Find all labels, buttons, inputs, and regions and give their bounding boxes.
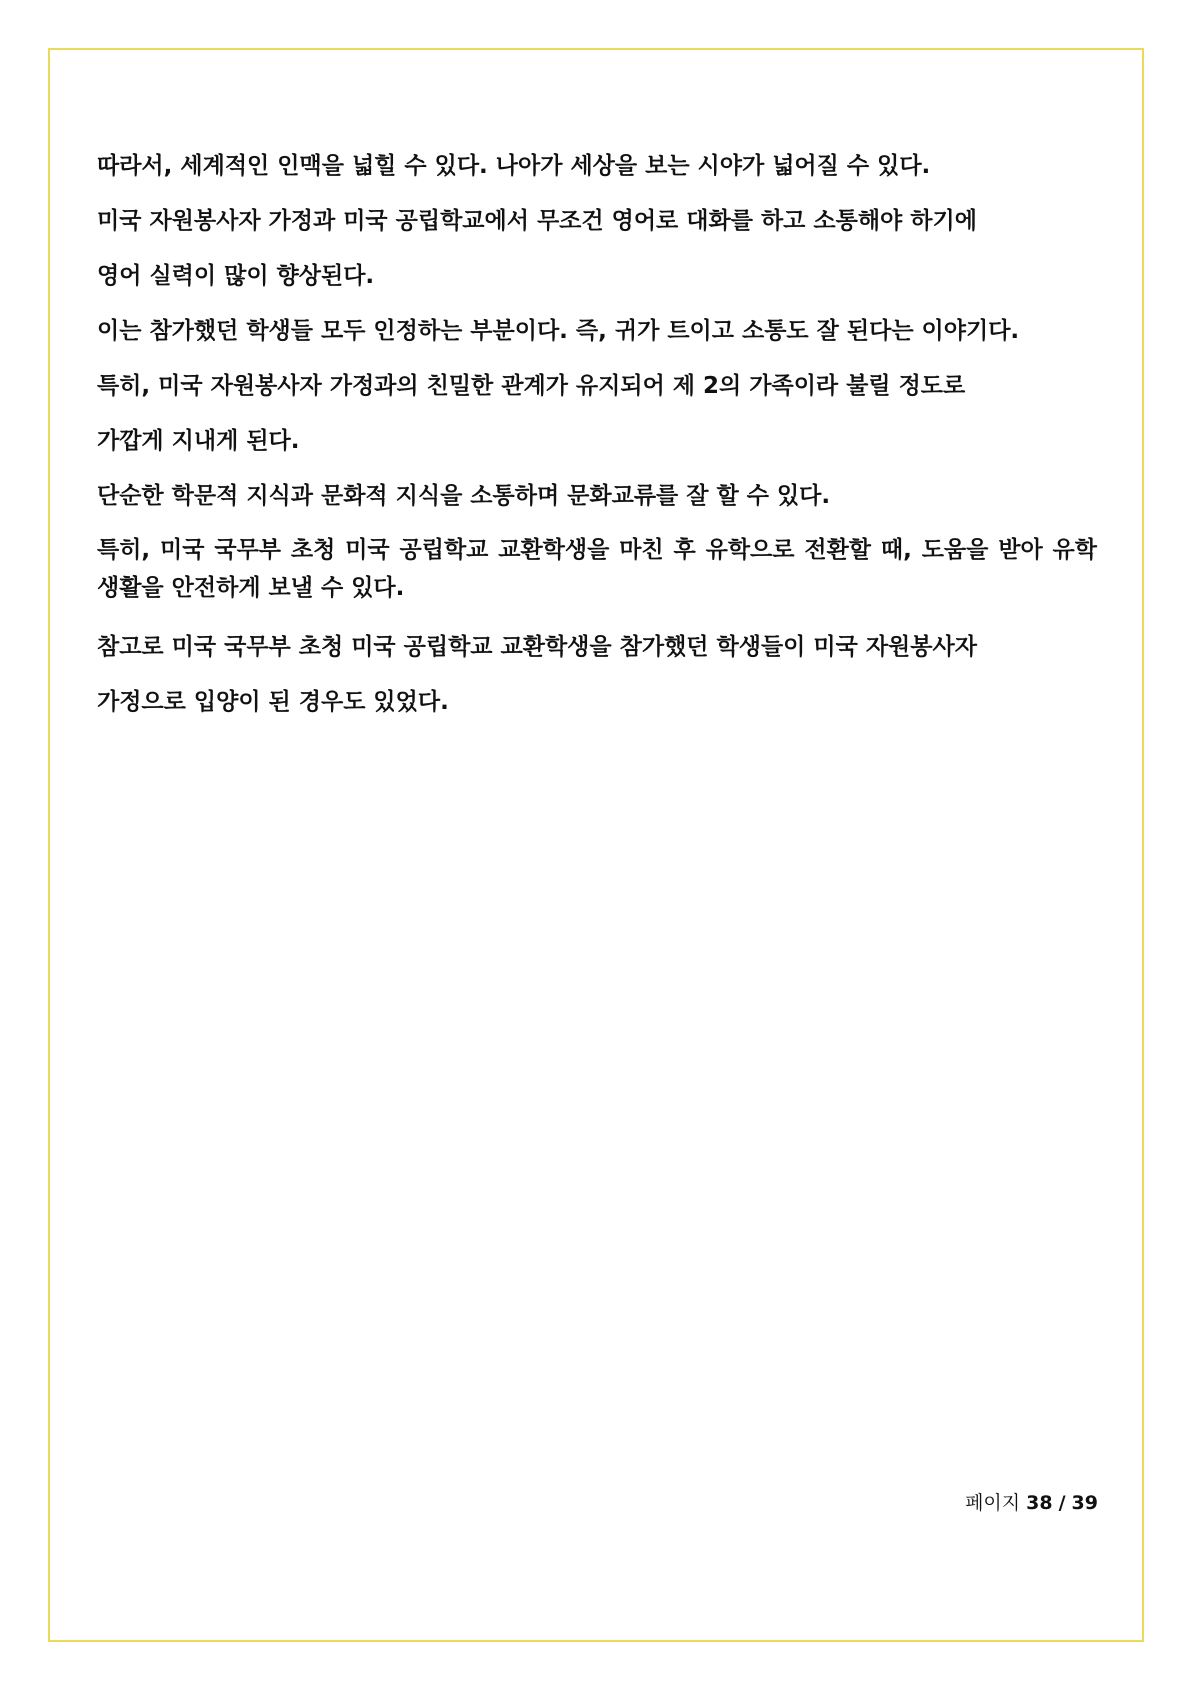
page-number xyxy=(965,1488,1098,1515)
paragraph: 단순한 학문적 지식과 문화적 지식을 소통하며 문화교류를 잘 할 수 있다. xyxy=(97,483,831,509)
current-page: 38 xyxy=(1026,1492,1053,1514)
paragraph: 특히, 미국 자원봉사자 가정과의 친밀한 관계가 유지되어 제 2의 가족이라 불릴 정도로 xyxy=(97,373,966,399)
paragraph: 미국 자원봉사자 가정과 미국 공립학교에서 무조건 영어로 대화를 하고 소통해야 하기에 xyxy=(97,208,977,234)
paragraph: 가깝게 지내게 된다. xyxy=(97,428,300,454)
paragraph: 특히, 미국 국무부 초청 미국 공립학교 교환학생을 마친 후 유학으로 전환할 때, 도움을 받아 유학 생활을 안전하게 보낼 수 있다. xyxy=(97,537,1097,601)
document-body xyxy=(97,146,1097,737)
paragraph: 이는 참가했던 학생들 모두 인정하는 부분이다. 즉, 귀가 트이고 소통도 잘 된다는 이야기다. xyxy=(97,318,1020,344)
total-pages: 39 xyxy=(1071,1492,1098,1514)
paragraph: 영어 실력이 많이 향상된다. xyxy=(97,263,375,289)
paragraph: 따라서, 세계적인 인맥을 넓힐 수 있다. 나아가 세상을 보는 시야가 넓어질 수 있다. xyxy=(97,153,931,179)
page-label: 페이지 xyxy=(965,1492,1021,1514)
paragraph: 참고로 미국 국무부 초청 미국 공립학교 교환학생을 참가했던 학생들이 미국 자원봉사자 xyxy=(97,634,977,660)
paragraph: 가정으로 입양이 된 경우도 있었다. xyxy=(97,689,449,715)
page-separator: / xyxy=(1058,1492,1066,1514)
